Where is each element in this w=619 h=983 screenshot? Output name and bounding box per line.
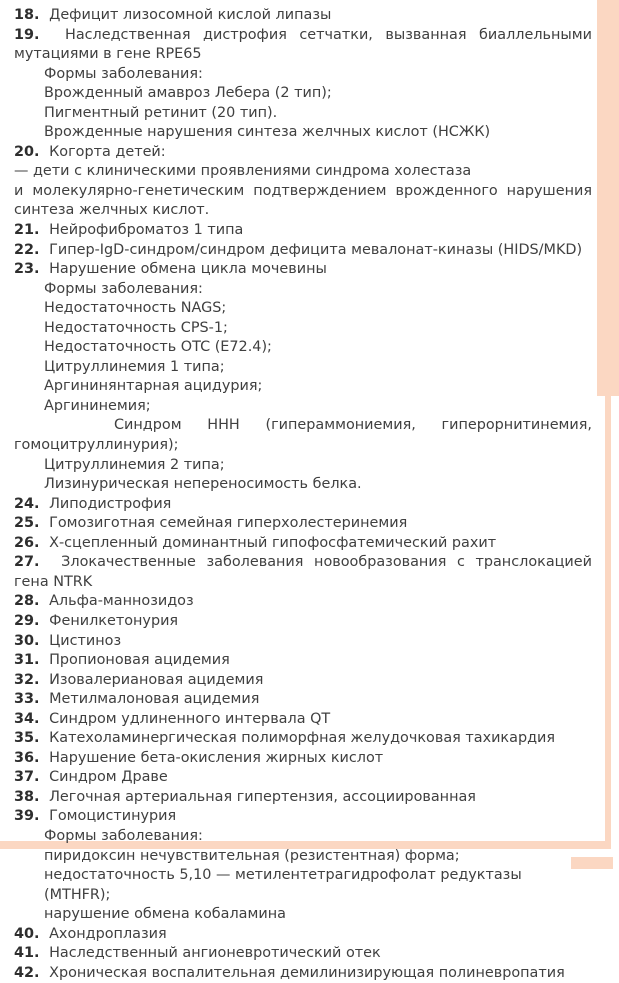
list-subline: Врожденные нарушения синтеза желчных кислот (НСЖК) xyxy=(44,124,491,141)
list-entry-number: 39. xyxy=(14,808,45,825)
list-entry-number: 36. xyxy=(14,749,45,766)
list-entry-number: 41. xyxy=(14,945,45,962)
list-entry-38 xyxy=(14,788,592,808)
list-entry-42 xyxy=(14,964,592,983)
list-entry-text: Синдром удлиненного интервала QT xyxy=(44,710,331,727)
document-body xyxy=(14,6,597,983)
list-entry-number: 42. xyxy=(14,964,45,981)
list-entry-text: Дефицит лизосомной кислой липазы xyxy=(44,7,332,23)
list-entry-text: Ахондроплазия xyxy=(44,925,167,942)
list-entry-number: 20. xyxy=(14,143,45,160)
list-entry-number: 35. xyxy=(14,730,45,747)
decorative-band-right-upper xyxy=(597,0,619,396)
list-entry-39 xyxy=(14,807,592,827)
list-subline: Аргининемия; xyxy=(44,397,151,414)
list-entry-number: 31. xyxy=(14,652,45,669)
list-entry-20 xyxy=(14,143,592,163)
list-entry-text: Нарушение бета-окисления жирных кислот xyxy=(44,749,384,766)
list-subline: Формы заболевания: xyxy=(44,280,203,297)
list-subline: Цитруллинемия 2 типа; xyxy=(44,456,225,473)
list-entry-36 xyxy=(14,749,592,769)
list-entry-text: Гомозиготная семейная гиперхолестеринемия xyxy=(44,515,408,532)
list-entry-29 xyxy=(14,612,592,632)
list-entry-text: Метилмалоновая ацидемия xyxy=(44,691,260,708)
list-entry-19 xyxy=(14,26,597,65)
list-entry-number: 34. xyxy=(14,710,45,727)
list-entry-number: 27. xyxy=(14,554,51,571)
list-subline-hhh: Синдром HHH (гипераммониемия, гиперорнитинемия, гомоцитруллинурия); xyxy=(14,417,597,454)
list-subline: нарушение обмена кобаламина xyxy=(44,906,286,923)
list-entry-22 xyxy=(14,241,592,261)
list-entry-text: Альфа-маннозидоз xyxy=(44,593,194,610)
list-entry-25 xyxy=(14,514,592,534)
list-subline: Недостаточность OTC (E72.4); xyxy=(44,339,272,356)
list-entry-34 xyxy=(14,710,592,730)
list-entry-text: Наследственный ангионевротический отек xyxy=(44,945,381,962)
decorative-band-right-lower xyxy=(605,396,611,848)
list-entry-18 xyxy=(14,6,592,26)
list-entry-27 xyxy=(14,553,597,592)
list-entry-text: Цистиноз xyxy=(44,632,122,649)
list-entry-number: 32. xyxy=(14,671,45,688)
list-entry-number: 22. xyxy=(14,241,45,258)
list-subline: Недостаточность NAGS; xyxy=(44,300,227,317)
list-entry-text: Наследственная дистрофия сетчатки, вызванная биаллельными мутациями в гене RPE65 xyxy=(14,26,597,63)
list-entry-number: 28. xyxy=(14,593,45,610)
list-entry-26 xyxy=(14,534,592,554)
list-entry-30 xyxy=(14,632,592,652)
list-entry-text: Легочная артериальная гипертензия, ассоциированная xyxy=(44,788,476,805)
list-subline: пиридоксин нечувствительная (резистентная) форма; xyxy=(44,847,460,864)
list-entry-text: Изовалериановая ацидемия xyxy=(44,671,264,688)
list-subline: Аргининянтарная ацидурия; xyxy=(44,378,263,395)
list-entry-41 xyxy=(14,944,592,964)
list-entry-number: 24. xyxy=(14,495,45,512)
list-entry-number: 25. xyxy=(14,515,45,532)
list-entry-32 xyxy=(14,671,592,691)
list-entry-number: 26. xyxy=(14,534,45,551)
list-entry-text: Злокачественные заболевания новообразования с транслокацией гена NTRK xyxy=(14,554,597,590)
list-entry-35 xyxy=(14,729,592,749)
list-subline: Формы заболевания: xyxy=(44,65,203,82)
list-entry-number: 30. xyxy=(14,632,45,649)
list-subline: Лизинурическая непереносимость белка. xyxy=(44,476,362,493)
list-entry-number: 37. xyxy=(14,769,45,786)
list-subline: Цитруллинемия 1 типа; xyxy=(44,358,225,375)
list-entry-23 xyxy=(14,260,592,280)
list-entry-21 xyxy=(14,221,592,241)
list-entry-number: 40. xyxy=(14,925,45,942)
list-entry-40 xyxy=(14,925,592,945)
list-entry-number: 29. xyxy=(14,612,45,629)
list-entry-33 xyxy=(14,690,592,710)
list-subline: Недостаточность CPS-1; xyxy=(44,319,228,336)
cohort-line: — дети с клиническими проявлениями синдрома холестаза xyxy=(14,163,472,180)
list-subline: Врожденный амавроз Лебера (2 тип); xyxy=(44,85,332,102)
list-entry-text: Фенилкетонурия xyxy=(44,612,179,629)
list-entry-number: 38. xyxy=(14,788,45,805)
list-entry-text: Нарушение обмена цикла мочевины xyxy=(44,261,327,278)
list-entry-text: Гипер-IgD-синдром/синдром дефицита мевалонат-киназы (HIDS/MKD) xyxy=(44,241,583,258)
list-subline: недостаточность 5,10 — метилентетрагидрофолат редуктазы (MTHFR); xyxy=(44,867,527,903)
list-entry-24 xyxy=(14,495,592,515)
cohort-line: и молекулярно-генетическим подтверждением врожденного нарушения синтеза желчных кислот. xyxy=(14,182,597,219)
list-entry-text: Липодистрофия xyxy=(44,495,172,512)
list-entry-text: Хроническая воспалительная демилинизирующая полиневропатия xyxy=(44,964,565,981)
list-subline: Формы заболевания: xyxy=(44,827,203,844)
list-entry-number: 18. xyxy=(14,7,45,23)
list-entry-number: 21. xyxy=(14,222,45,239)
list-entry-number: 33. xyxy=(14,691,45,708)
list-subline: Пигментный ретинит (20 тип). xyxy=(44,104,278,121)
list-entry-text: Когорта детей: xyxy=(44,143,166,160)
list-entry-number: 23. xyxy=(14,261,45,278)
list-entry-text: Синдром Драве xyxy=(44,769,168,786)
list-entry-text: Катехоламинергическая полиморфная желудочковая тахикардия xyxy=(44,730,556,747)
list-entry-text: Гомоцистинурия xyxy=(44,808,177,825)
list-entry-number: 19. xyxy=(14,26,53,43)
list-entry-text: Нейрофиброматоз 1 типа xyxy=(44,222,244,239)
list-entry-28 xyxy=(14,592,592,612)
list-entry-text: Х-сцепленный доминантный гипофосфатемический рахит xyxy=(44,534,497,551)
list-entry-31 xyxy=(14,651,592,671)
list-entry-text: Пропионовая ацидемия xyxy=(44,652,230,669)
list-entry-37 xyxy=(14,768,592,788)
